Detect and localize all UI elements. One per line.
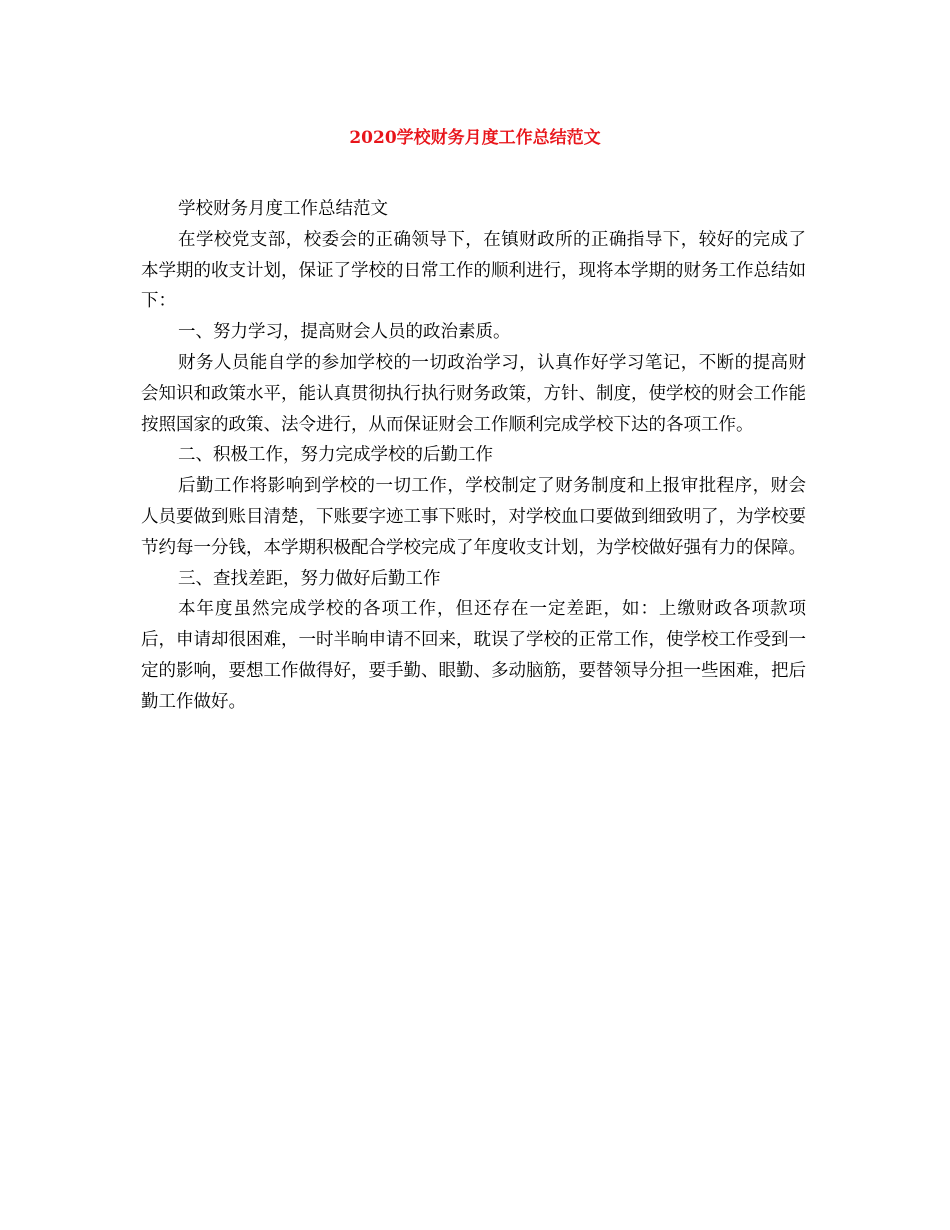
section-1-paragraph: 财务人员能自学的参加学校的一切政治学习，认真作好学习笔记，不断的提高财会知识和政策水平，能认真贯彻执行执行财务政策，方针、制度，使学校的财会工作能按照国家的政策、法令进行，从而保证财会工作顺利完成学校下达的各项工作。 <box>141 352 806 435</box>
section-heading-3: 三、查找差距，努力做好后勤工作 <box>178 568 441 589</box>
section-3-paragraph: 本年度虽然完成学校的各项工作，但还存在一定差距，如：上缴财政各项款项后，申请却很困难，一时半晌申请不回来，耽误了学校的正常工作，使学校工作受到一定的影响，要想工作做得好，要手勤、眼勤、多动脑筋，要替领导分担一些困难，把后勤工作做好。 <box>141 599 806 712</box>
subtitle-line: 学校财务月度工作总结范文 <box>178 199 388 219</box>
document-body <box>141 194 806 718</box>
section-heading-1: 一、努力学习，提高财会人员的政治素质。 <box>178 322 511 343</box>
section-heading-2: 二、积极工作，努力完成学校的后勤工作 <box>178 445 493 466</box>
document-title: 2020学校财务月度工作总结范文 <box>349 128 601 148</box>
section-2-paragraph: 后勤工作将影响到学校的一切工作，学校制定了财务制度和上报审批程序，财会人员要做到账目清楚，下账要字迹工事下账时，对学校血口要做到细致明了，为学校要节约每一分钱，本学期积极配合学校完成了年度收支计划，为学校做好强有力的保障。 <box>141 476 806 558</box>
intro-paragraph: 在学校党支部，校委会的正确领导下，在镇财政所的正确指导下，较好的完成了本学期的收支计划，保证了学校的日常工作的顺利进行，现将本学期的财务工作总结如下： <box>141 229 806 312</box>
